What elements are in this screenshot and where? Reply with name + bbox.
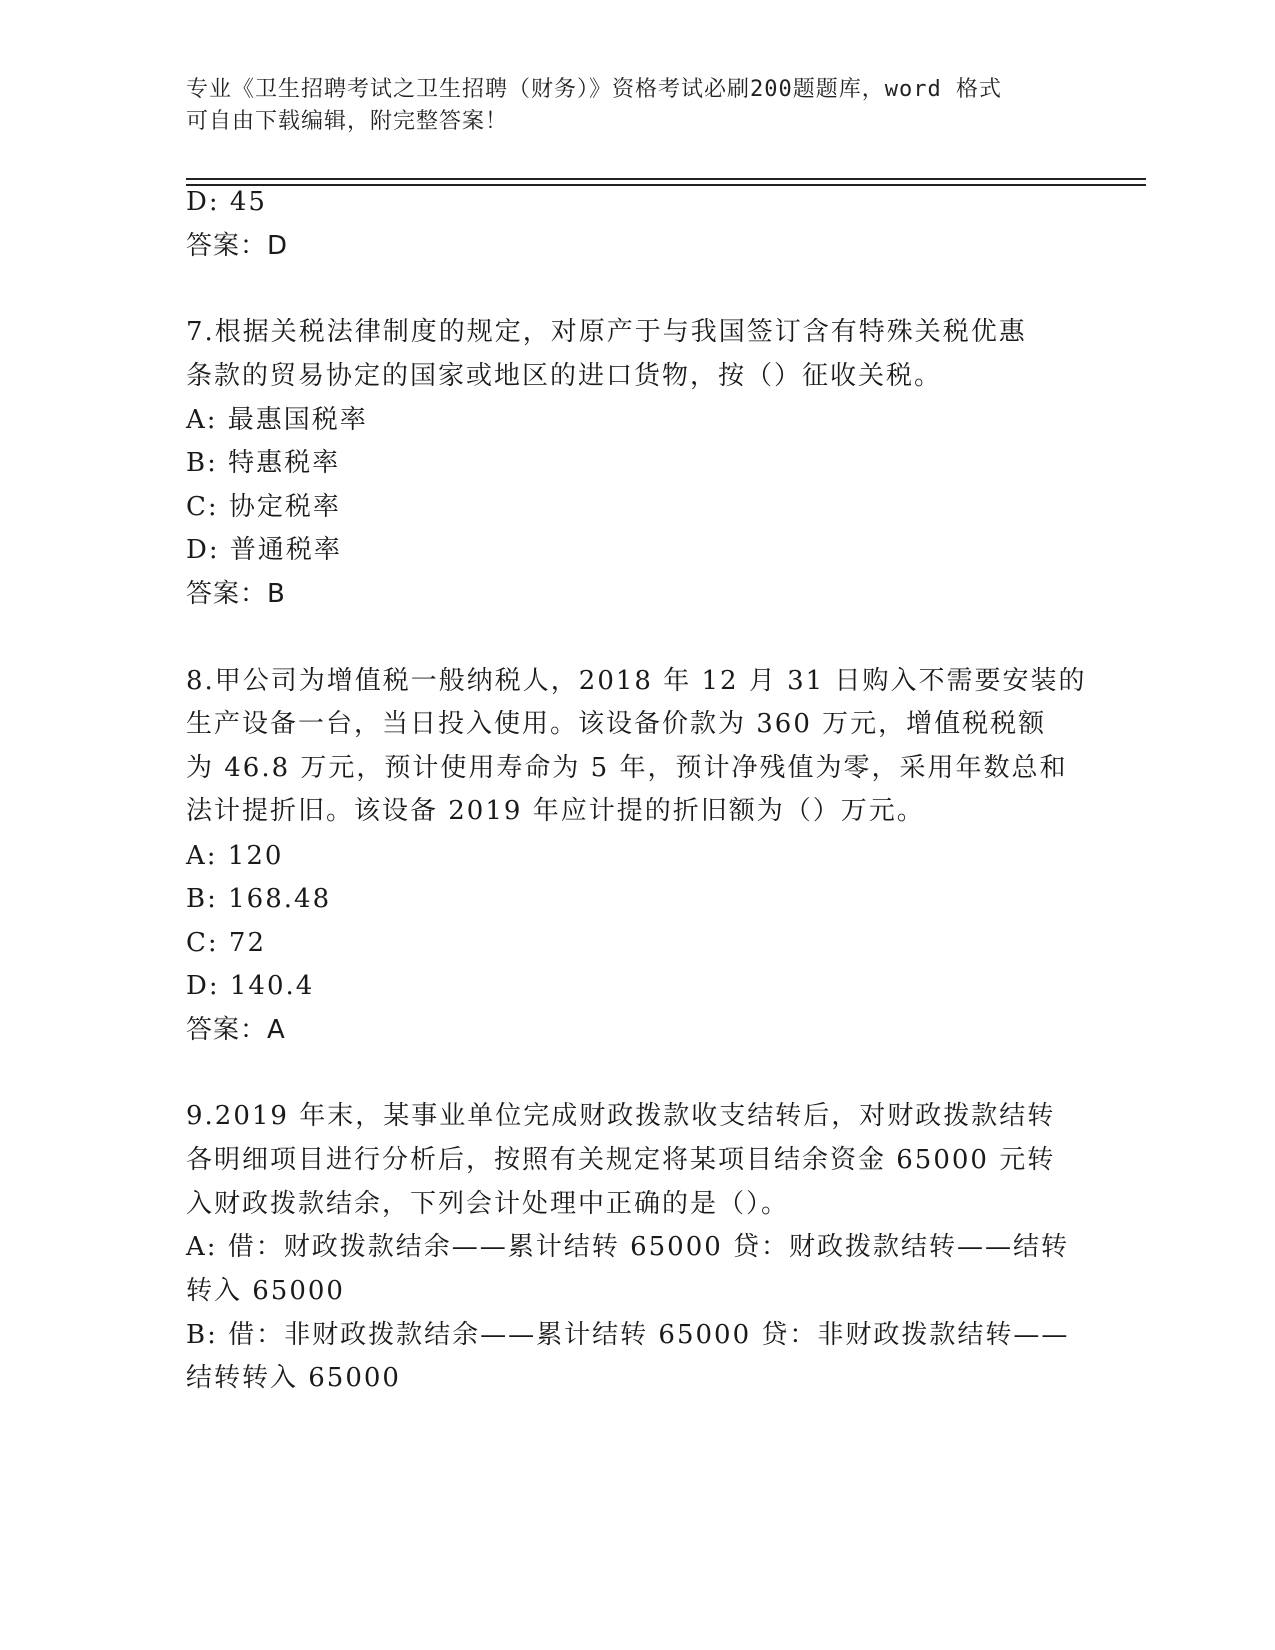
header-title-line-2: 可自由下载编辑，附完整答案！ xyxy=(186,109,509,134)
q8-stem-line-3: 为 46.8 万元，预计使用寿命为 5 年，预计净残值为零，采用年数总和 xyxy=(186,753,1068,783)
q8-option-c: C: 72 xyxy=(186,928,267,958)
header-title-line-1: 专业《卫生招聘考试之卫生招聘（财务）》资格考试必刷200题题库，word 格式 xyxy=(186,77,1002,102)
q9-stem-line-2: 各明细项目进行分析后，按照有关规定将某项目结余资金 65000 元转 xyxy=(186,1145,1056,1175)
q7-answer: 答案：B xyxy=(186,579,286,609)
q8-stem-line-4: 法计提折旧。该设备 2019 年应计提的折旧额为（）万元。 xyxy=(186,796,925,826)
q9-stem-line-3: 入财政拨款结余，下列会计处理中正确的是（）。 xyxy=(186,1189,790,1219)
q8-option-d: D: 140.4 xyxy=(186,971,315,1001)
q9-option-b-line-1: B: 借：非财政拨款结余——累计结转 65000 贷：非财政拨款结转—— xyxy=(186,1320,1070,1350)
q7-stem-line-1: 7.根据关税法律制度的规定，对原产于与我国签订含有特殊关税优惠 xyxy=(186,317,1027,347)
header-divider-top xyxy=(186,178,1146,180)
q8-option-b: B: 168.48 xyxy=(186,884,332,914)
q8-answer: 答案：A xyxy=(186,1015,286,1045)
q9-stem-line-1: 9.2019 年末，某事业单位完成财政拨款收支结转后，对财政拨款结转 xyxy=(186,1101,1056,1131)
document-header xyxy=(186,74,1066,138)
q9-option-a-line-1: A: 借：财政拨款结余——累计结转 65000 贷：财政拨款结转——结转 xyxy=(186,1232,1070,1262)
q7-option-c: C: 协定税率 xyxy=(186,492,341,522)
prev-answer: 答案：D xyxy=(186,231,289,261)
q9-option-a-line-2: 转入 65000 xyxy=(186,1276,345,1306)
prev-option-d: D: 45 xyxy=(186,187,267,217)
q8-option-a: A: 120 xyxy=(186,841,284,871)
q7-option-b: B: 特惠税率 xyxy=(186,448,341,478)
q8-stem-line-2: 生产设备一台，当日投入使用。该设备价款为 360 万元，增值税税额 xyxy=(186,709,1047,739)
q7-option-a: A: 最惠国税率 xyxy=(186,405,368,435)
q7-option-d: D: 普通税率 xyxy=(186,535,342,565)
q7-stem-line-2: 条款的贸易协定的国家或地区的进口货物，按（）征收关税。 xyxy=(186,361,943,391)
header-divider-bottom xyxy=(186,184,1146,186)
q8-stem-line-1: 8.甲公司为增值税一般纳税人，2018 年 12 月 31 日购入不需要安装的 xyxy=(186,666,1087,696)
q9-option-b-line-2: 结转转入 65000 xyxy=(186,1363,401,1393)
